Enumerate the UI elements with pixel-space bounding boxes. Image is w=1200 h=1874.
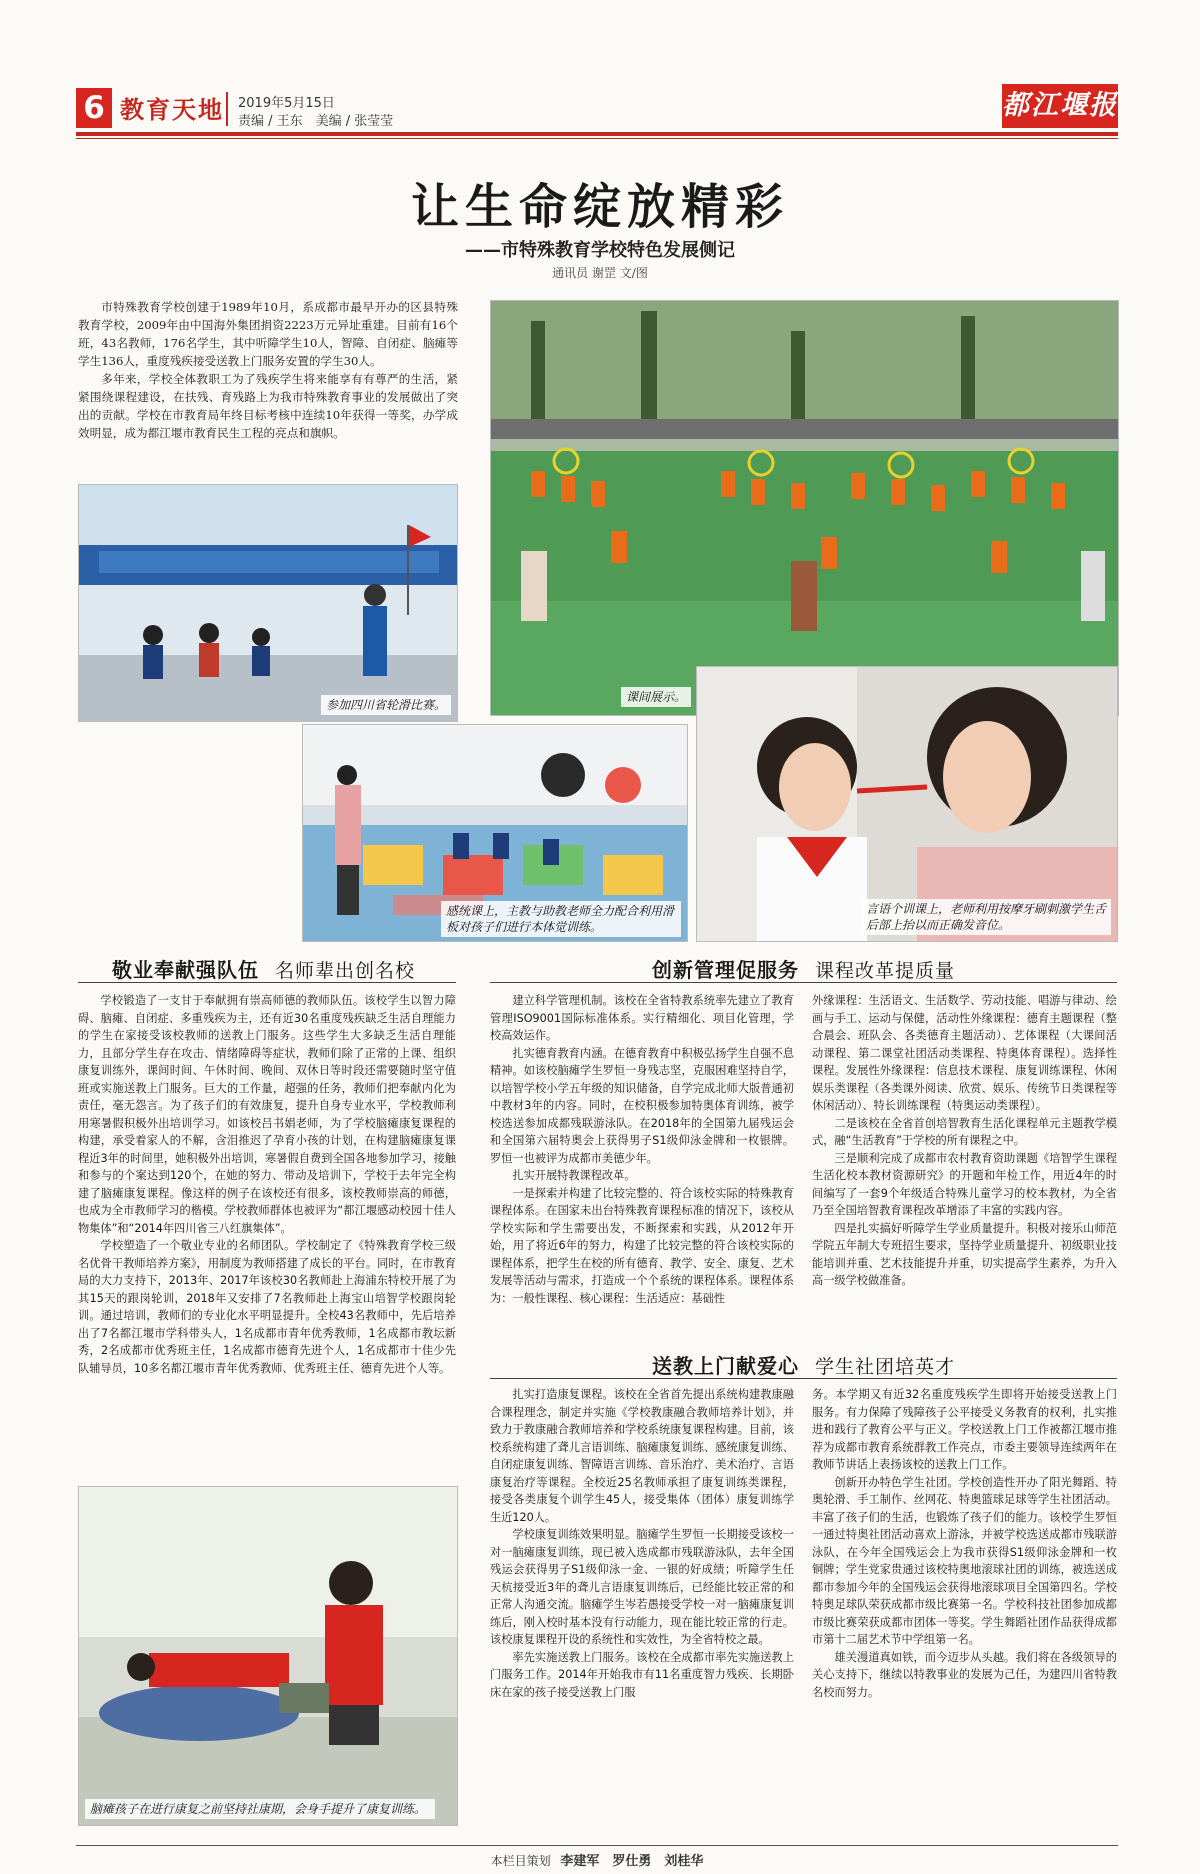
- body-paragraph: 扎实打造康复课程。该校在全省首先提出系统构建教康融合课程理念，制定并实施《学校教康融合教师培养计划》，并致力于教康融合教师培养和学校系统康复课程构建。目前，该校系统构建了聋儿言语训练、脑瘫康复训练、感统康复训练、自闭症康复训练、智障语言训练、音乐治疗、美术治疗、言语康复治疗等课程。全校近25名教师承担了康复训练类课程，接受各类康复个训学生45人，接受集体（团体）康复训练学生近120人。: [490, 1388, 794, 1524]
- body-paragraph: 学校塑造了一个敬业专业的名师团队。学校制定了《特殊教育学校三级名优骨干教师培养方案》，用制度为教师搭建了成长的平台。同时，在市教育局的大力支持下，2013年、2017年该校30名教师赴上海浦东特校开展了为其15天的跟岗轮训，2018年又安排了7名教师赴上海宝山培智学校跟岗轮训。通过培训，教师们的专业化水平明显提升。全校43名教师中，先后培养出了7名都江堰市学科带头人，1名成都市青年优秀教师，1名成都市教坛新秀，2名成都市优秀班主任，1名成都市德育先进个人，1名成都市十佳少先队辅导员，10多名都江堰市青年优秀教师、优秀班主任、德育先进个人等。: [78, 1239, 456, 1375]
- body-paragraph: 外缘课程：生活语文、生活数学、劳动技能、唱游与律动、绘画与手工、运动与保健，活动性外缘课程：德育主题课程（整合晨会、班队会、各类德育主题活动）、艺体课程（大课间活动课程、第二课堂社团活动类课程、特奥体育课程）。选择性课程。发展性外缘课程：信息技术课程、康复训练课程、休闲娱乐类课程（各类课外阅读、欣赏、娱乐、传统节日类课程等休闲活动）、特长训练课程（特奥运动类课程）。: [812, 994, 1117, 1112]
- intro-paragraph: 多年来，学校全体教职工为了残疾学生将来能享有有尊严的生活，紧紧围绕课程建设，在扶残、育残路上为我市特殊教育事业的发展做出了突出的贡献。学校在市教育局年终目标考核中连续10年获得一等奖，办学成效明显，成为都江堰市教育民生工程的亮点和旗帜。: [78, 372, 458, 440]
- body-paragraph: 二是该校在全省首创培智教育生活化课程单元主题教学模式，融“生活教育”于学校的所有课程之中。: [812, 1116, 1117, 1147]
- column-credit: [76, 1850, 1118, 1869]
- page-number: 6: [76, 88, 112, 128]
- photo-roller-skating: [78, 484, 458, 722]
- header-rule-thin: [76, 138, 1118, 139]
- section-rule: [490, 982, 1117, 983]
- column-credit-label: 本栏目策划: [490, 1854, 551, 1868]
- section2-col-b: [812, 992, 1117, 1290]
- body-paragraph: 四是扎实搞好听障学生学业质量提升。积极对接乐山师范学院五年制大专班招生要求，坚持学业质量提升、初级职业技能培训并重、艺术技能提升并重，切实提高学生素养，为升入高一级学校做准备。: [812, 1221, 1117, 1287]
- article-byline: 通讯员 谢罡 文/图: [552, 266, 648, 280]
- intro-paragraph: 市特殊教育学校创建于1989年10月，系成都市最早开办的区县特殊教育学校，2009年由中国海外集团捐资2223万元异址重建。目前有16个班，43名教师，176名学生，其中听障学生10人，智障、自闭症、脑瘫等学生136人，重度残疾接受送教上门服务安置的学生30人。: [78, 300, 458, 368]
- section-heading: [112, 954, 415, 983]
- photo-speech-training: [696, 666, 1118, 942]
- section-heading-sub: 学生社团培英才: [815, 1356, 956, 1378]
- section-rule: [78, 982, 456, 983]
- photo-caption: 脑瘫孩子在进行康复之前坚持社康期，会身手提升了康复训练。: [85, 1799, 435, 1819]
- article-subtitle: ——市特殊教育学校特色发展侧记: [465, 240, 735, 261]
- header-divider: [226, 92, 228, 126]
- body-paragraph: 一是探索并构建了比较完整的、符合该校实际的特殊教育课程体系。在国家未出台特殊教育课程标准的情况下，该校从学校实际和学生需要出发，不断探索和实践，从2012年开始，用了将近6年的努力，构建了比较完整的符合该校实际的课程体系，把学生在校的所有德育、教学、安全、康复、艺术发展等活动与需求，打造成一个个系统的课程体系。课程体系为：一般性课程、核心课程：生活适应：基础性: [490, 1186, 794, 1305]
- photo-break-exercise: [490, 300, 1119, 716]
- section3-col-a: [490, 1386, 794, 1701]
- photo-caption: 课间展示。: [621, 687, 691, 707]
- section-heading-main: 创新管理促服务: [652, 958, 799, 982]
- section3-col-b: [812, 1386, 1117, 1701]
- header-rule: [76, 132, 1118, 136]
- section-name: 教育天地: [120, 96, 224, 124]
- body-paragraph: 率先实施送教上门服务。该校在全成都市率先实施送教上门服务工作。2014年开始我市有11名重度智力残疾、长期卧床在家的孩子接受送教上门服: [490, 1650, 794, 1699]
- photo-rehab-training: [78, 1486, 458, 1826]
- section-heading-sub: 名师辈出创名校: [275, 960, 416, 982]
- body-paragraph: 务。本学期又有近32名重度残疾学生即将开始接受送教上门服务。有力保障了残障孩子公平接受义务教育的权利，扎实推进和践行了教育公平与正义。学校送教上门工作被都江堰市推荐为成都市教育系统群教工作亮点，市委主要领导连续两年在教师节讲话上表扬该校的送教上门工作。: [812, 1388, 1117, 1471]
- article-intro: [78, 298, 458, 442]
- photo-caption: 言语个训课上，老师利用按摩牙刷刺激学生舌后部上抬以而正确发音位。: [861, 899, 1111, 935]
- footer-rule: [76, 1845, 1118, 1846]
- section-heading-main: 敬业奉献强队伍: [112, 958, 259, 982]
- photo-sensory-class: [302, 724, 688, 942]
- section-heading: [652, 954, 955, 983]
- issue-date: 2019年5月15日: [238, 96, 335, 111]
- section-rule: [490, 1378, 1117, 1379]
- photo-caption: 感统课上，主教与助教老师全力配合利用滑板对孩子们进行本体觉训练。: [441, 901, 681, 937]
- body-paragraph: 三是顺利完成了成都市农村教育资助课题《培智学生课程生活化校本教材资源研究》的开题和年检工作，用近4年的时间编写了一套9个年级适合特殊儿童学习的校本教材，为全省乃至全国培智教育课程改革增添了丰富的实践内容。: [812, 1151, 1117, 1217]
- body-paragraph: 学校锻造了一支甘于奉献拥有崇高师德的教师队伍。该校学生以智力障碍、脑瘫、自闭症、多重残疾为主，还有近30名重度残疾缺乏生活自理能力的学生在家接受该校教师的送教上门服务。这些学生大多缺乏生活自理能力，且部分学生存在攻击、情绪障碍等症状，教师们除了正常的上课、组织康复训练外，课间时间、午休时间、晚间、双休日等时段还需要随时坚守值班或实施送教上门服务。巨大的工作量，超强的任务，教师们把奉献内化为责任，毫无怨言。为了孩子们的有效康复，提升自身专业水平，学校教师利用寒暑假积极外出培训学习。如该校吕书娟老师，为了学校脑瘫康复课程的构建，承受着家人的不解，含泪推迟了孕育小孩的计划，在构建脑瘫康复课程近3年的时间里，她积极外出培训，寒暑假自费到全国各地参加学习，接触和参与的个案达到120个，在她的努力、带动及培训下，学校于去年完全构建了脑瘫康复课程。像这样的例子在该校还有很多，该校教师崇高的师德，也成为全市教师学习的楷模。学校教师群体也被评为“都江堰感动校园十佳人物集体”和“2014年四川省三八红旗集体”。: [78, 994, 456, 1235]
- article-title: 让生命绽放精彩: [410, 179, 789, 235]
- masthead-logo: 都江堰报: [1002, 84, 1118, 128]
- body-paragraph: 扎实开展特教课程改革。: [512, 1169, 636, 1182]
- body-paragraph: 建立科学管理机制。该校在全省特教系统率先建立了教育管理ISO9001国际标准体系。实行精细化、项目化管理，学校高效运作。: [490, 994, 794, 1042]
- section-heading-sub: 课程改革提质量: [815, 960, 956, 982]
- section-heading-main: 送教上门献爱心: [652, 1354, 799, 1378]
- editors-credit: 责编 / 王东 美编 / 张莹莹: [238, 114, 394, 129]
- section2-col-a: [490, 992, 794, 1307]
- body-paragraph: 创新开办特色学生社团。学校创造性开办了阳光舞蹈、特奥轮滑、手工制作、丝网花、特奥篮球足球等学生社团活动。丰富了孩子们的生活，也锻炼了孩子们的能力。该校学生罗恒一通过特奥社团活动喜欢上游泳，并被学校选送成都市残联游泳队，在今年全国残运会上为我市获得S1级仰泳金牌和一枚铜牌；学生党家贵通过该校特奥地滚球社团的训练，被选送成都市参加今年的全国残运会获得地滚球项目全国第四名。学校特奥足球队荣获成都市级比赛第一名。学校科技社团参加成都市级比赛荣获成都市团体一等奖。学生舞蹈社团作品获得成都市第十二届艺术节中学组第一名。: [812, 1475, 1117, 1646]
- column-credit-names: 李建军 罗仕勇 刘桂华: [560, 1854, 704, 1869]
- body-paragraph: 雄关漫道真如铁，而今迈步从头越。我们将在各级领导的关心支持下，继续以特教事业的发展为己任，为建四川省特教名校而努力。: [812, 1650, 1117, 1699]
- photo-caption: 参加四川省轮滑比赛。: [321, 695, 451, 715]
- section-heading: [652, 1350, 955, 1379]
- body-paragraph: 学校康复训练效果明显。脑瘫学生罗恒一长期接受该校一对一脑瘫康复训练，现已被入选成都市残联游泳队，去年全国残运会获得男子S1级仰泳一金、一银的好成绩；听障学生任天杭接受近3年的聋儿言语康复训练后，已经能比较正常的和正常人沟通交流。脑瘫学生岑若愚接受学校一对一脑瘫康复训练后，刚入校时基本没有行动能力，现在能比较正常的行走。该校康复课程开设的系统性和实效性，为全省特校之最。: [490, 1528, 794, 1646]
- body-paragraph: 扎实德育教育内涵。在德育教育中积极弘扬学生自强不息精神。如该校脑瘫学生罗恒一身残志坚，克服困难坚持自学，以培智学校小学五年级的知识储备，自学完成北师大版普通初中教材3年的内容。同时，在校积极参加特奥体育训练，被学校选送参加成都残联游泳队。在2018年的全国第九届残运会和全国第六届特奥会上获得男子S1级仰泳金牌和一枚银牌。罗恒一也被评为成都市美德少年。: [490, 1046, 794, 1165]
- section1-body: [78, 992, 456, 1377]
